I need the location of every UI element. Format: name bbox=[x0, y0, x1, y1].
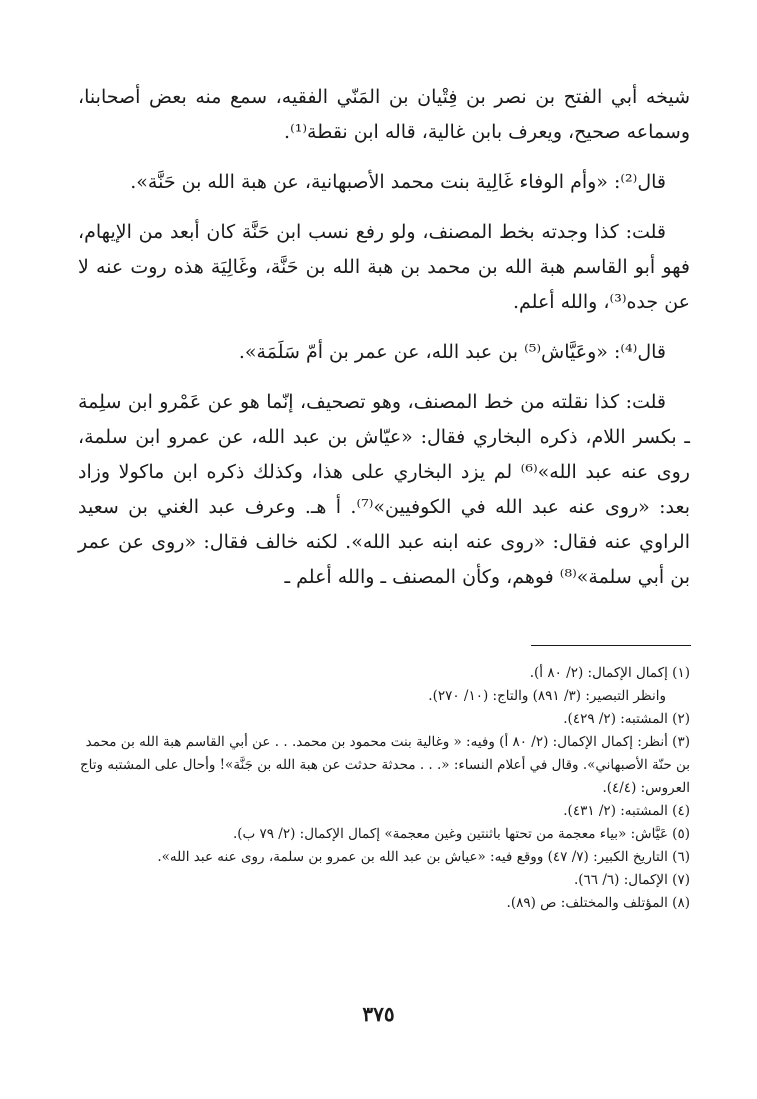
footnote-1-continuation: وانظر التبصير: (٣/ ٨٩١) والتاج: (١٠/ ٢٧٠). bbox=[428, 688, 666, 704]
footnote-7: (٧) الإكمال: (٦/ ٦٦). bbox=[573, 872, 690, 888]
footnote-3: (٣) أنظر: إكمال الإكمال: (٢/ ٨٠ أ) وفيه: « وغالية بنت محمود بن محمد. . . عن أبي القاسم هبة الله بن محمد بن حنّة الأصبهاني». وقال في أعلام النساء: «. . . محدثة حدثت عن هبة الله بن جَنَّة»! وأحال على المشتبه وتاج العروس: (٤/٤). bbox=[79, 734, 690, 796]
paragraph-2: قال⁽²⁾: «وأم الوفاء غَالِية بنت محمد الأصبهانية، عن هبة الله بن حَنَّة». bbox=[130, 171, 666, 193]
paragraph-4: قال⁽⁴⁾: «وعَيَّاش⁽⁵⁾ بن عبد الله، عن عمر بن أمّ سَلَمَة». bbox=[238, 341, 666, 363]
footnote-4: (٤) المشتبه: (٢/ ٤٣١). bbox=[563, 803, 690, 819]
footnote-5: (٥) عَيَّاش: «بياء معجمة من تحتها باثنتين وغين معجمة» إكمال الإكمال: (٢/ ٧٩ ب). bbox=[232, 826, 690, 842]
paragraph-5: قلت: كذا نقلته من خط المصنف، وهو تصحيف، إنّما هو عن عَمْرو ابن سلِمة ـ بكسر اللام، ذكره البخاري فقال: «عيّاش بن عبد الله، عن عمرو ابن سلمة، روى عنه عبد الله»⁽⁶⁾ لم يزد البخاري على هذا، وكذلك ذكره ابن ماكولا وزاد بعد: «روى عنه عبد الله في الكوفيين»⁽⁷⁾. أ هـ. وعرف عبد الغني بن سعيد الراوي عنه فقال: «روى عنه ابنه عبد الله». لكنه خالف فقال: «روى عن عمر بن أبي سلمة»⁽⁸⁾ فوهم، وكأن المصنف ـ والله أعلم ـ bbox=[78, 391, 690, 588]
main-text bbox=[78, 80, 690, 595]
paragraph-3: قلت: كذا وجدته بخط المصنف، ولو رفع نسب ابن حَنَّة كان أبعد من الإيهام، فهو أبو القاسم هبة الله بن محمد بن هبة الله بن حَنَّة، وغَالِيَة هذه روت عنه لا عن جده⁽³⁾، والله أعلم. bbox=[78, 221, 690, 313]
footnote-1: (١) إكمال الإكمال: (٢/ ٨٠ أ). bbox=[529, 665, 690, 681]
footnote-separator bbox=[531, 645, 691, 646]
footnote-2: (٢) المشتبه: (٢/ ٤٢٩). bbox=[563, 711, 690, 727]
footnotes bbox=[78, 662, 690, 915]
paragraph-1: شيخه أبي الفتح بن نصر بن فِتْيان بن المَنّي الفقيه، سمع منه بعض أصحابنا، وسماعه صحيح، ويعرف بابن غالية، قاله ابن نقطة⁽¹⁾. bbox=[78, 86, 690, 143]
page-number: ٣٧٥ bbox=[362, 1002, 395, 1026]
footnote-8: (٨) المؤتلف والمختلف: ص (٨٩). bbox=[506, 895, 690, 911]
footnote-6: (٦) التاريخ الكبير: (٧/ ٤٧) ووقع فيه: «عياش بن عبد الله بن عمرو بن سلمة، روى عنه عبد الله». bbox=[157, 849, 690, 865]
